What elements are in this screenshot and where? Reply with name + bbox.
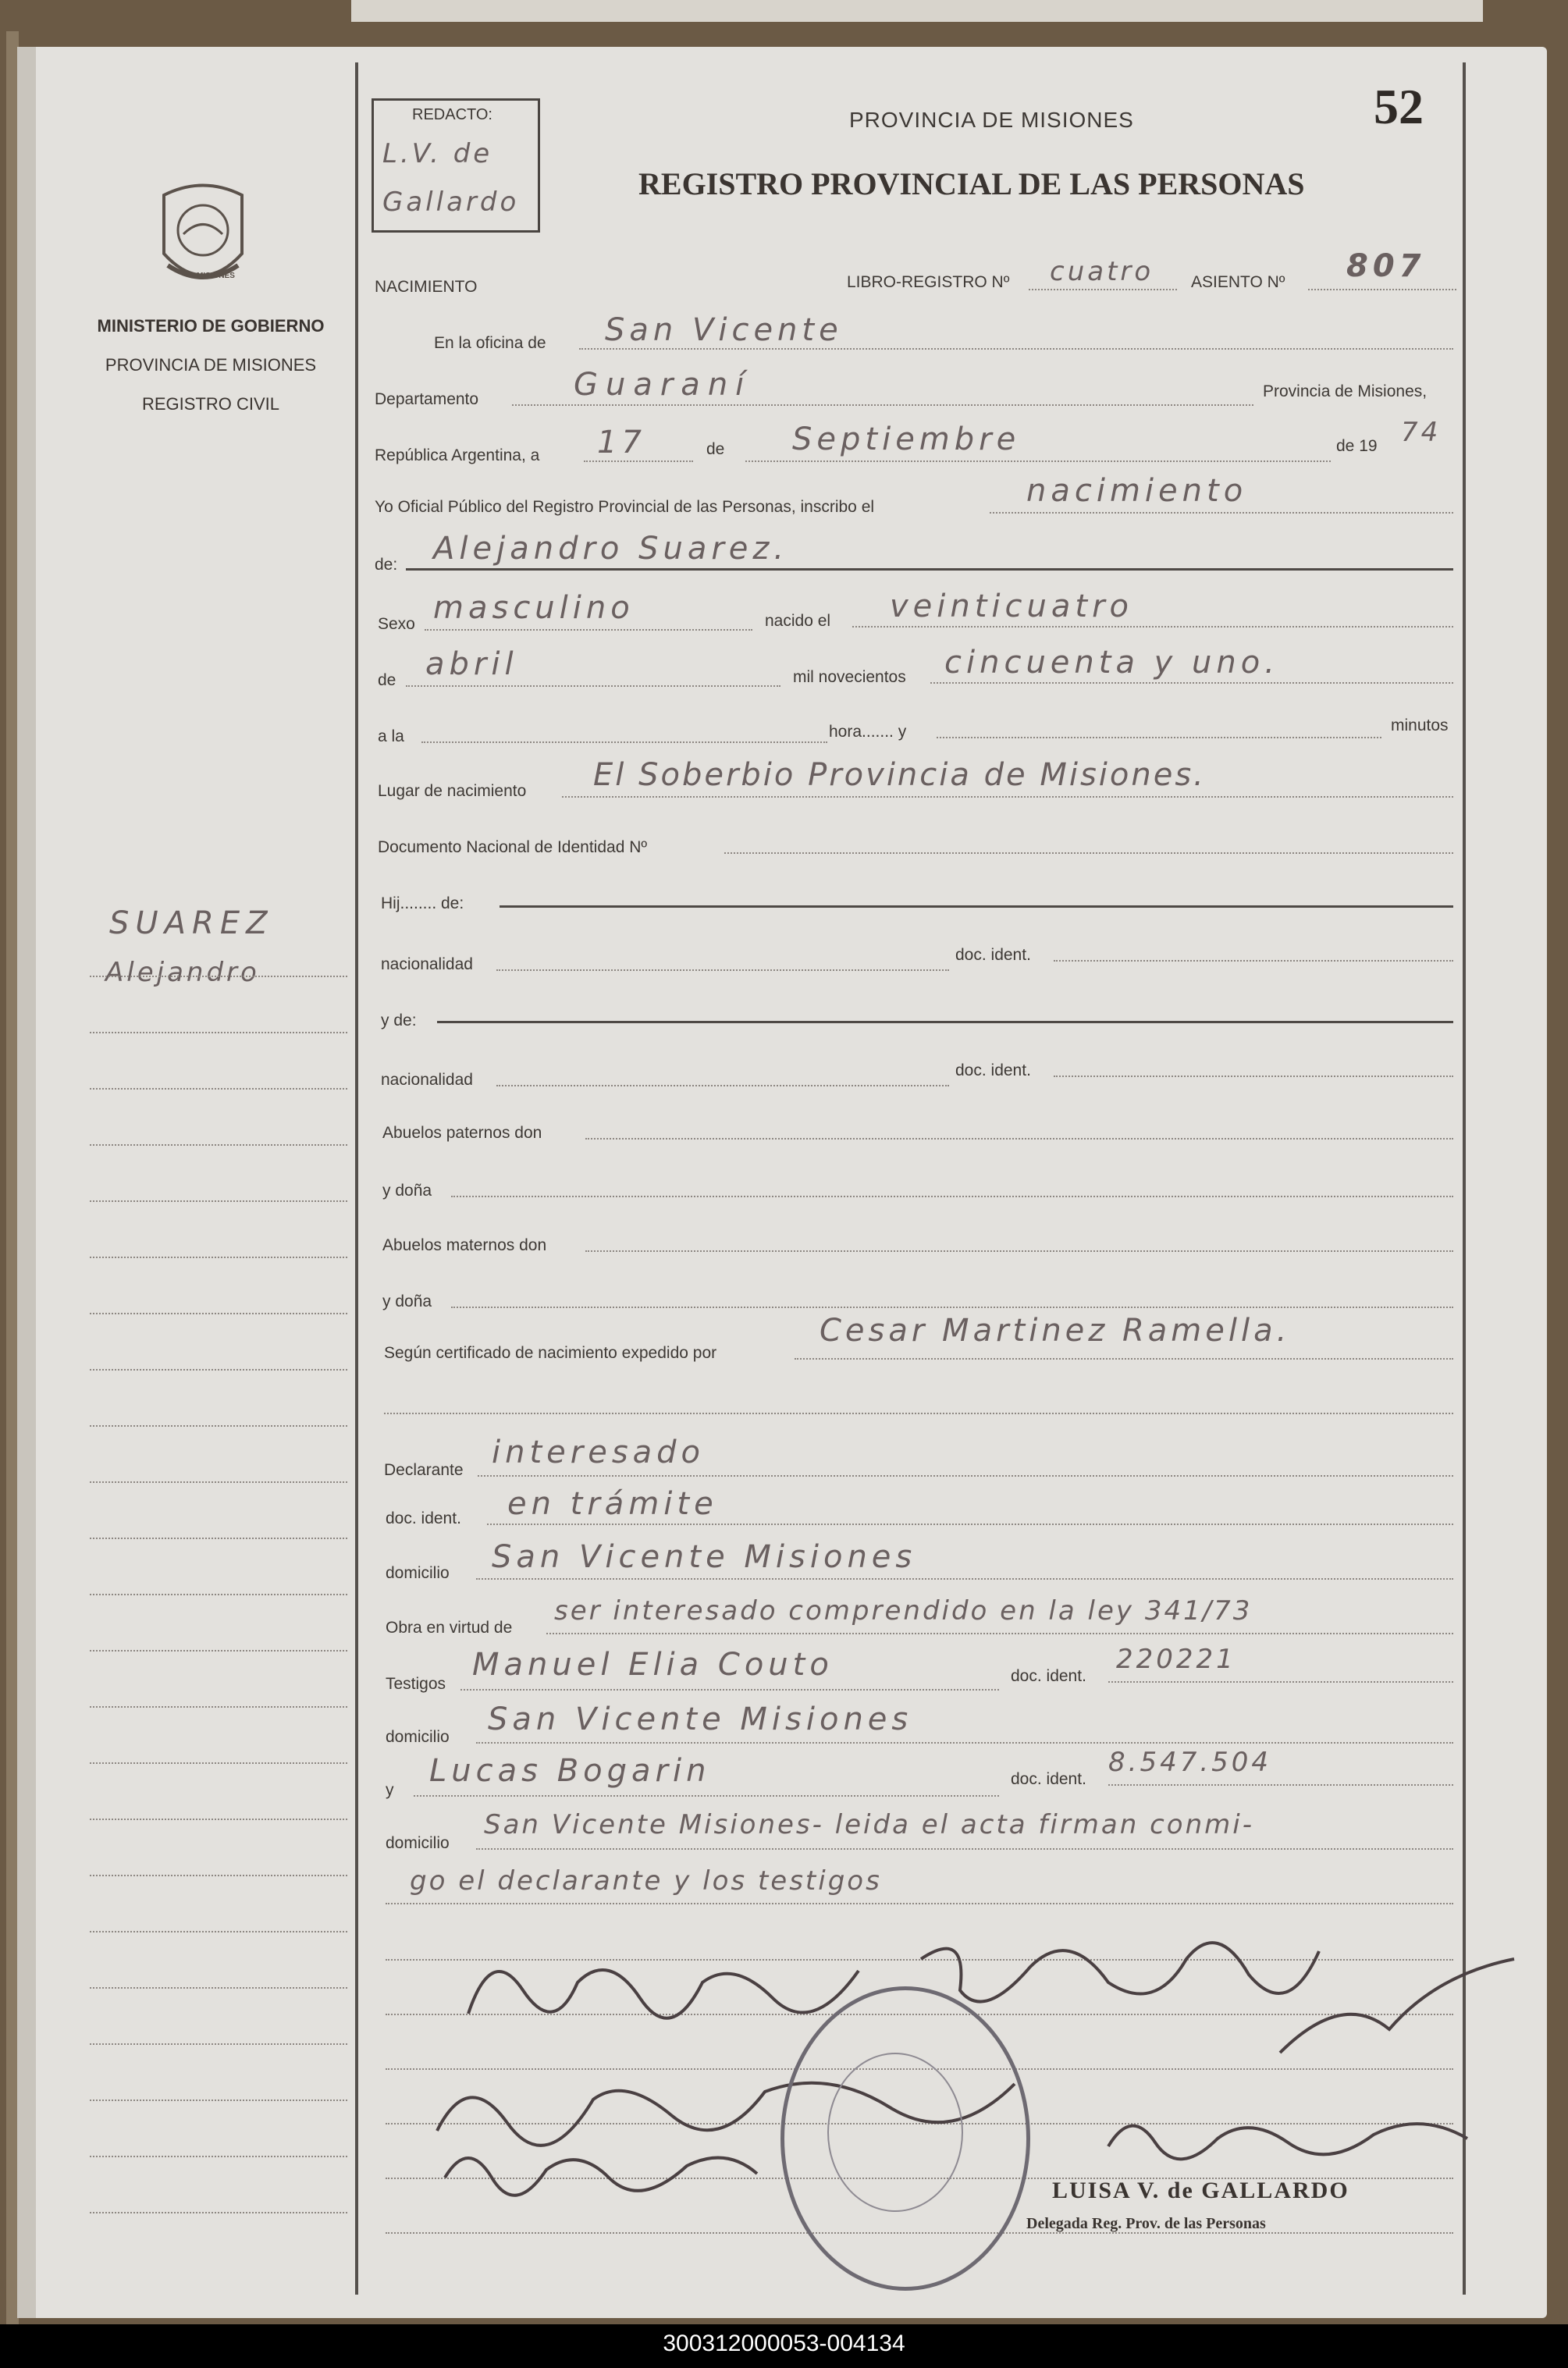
doc-ident2-line bbox=[1054, 1076, 1453, 1077]
docident-value: en trámite bbox=[507, 1486, 718, 1522]
testigo2-doc-label: doc. ident. bbox=[1011, 1770, 1086, 1788]
margin-rule bbox=[90, 1313, 347, 1314]
sexo-line bbox=[425, 629, 752, 631]
domicilio-value: San Vicente Misiones bbox=[492, 1539, 917, 1575]
departamento-value: Guaraní bbox=[574, 367, 752, 403]
margin-rule bbox=[90, 1931, 347, 1932]
margin-rule bbox=[90, 1706, 347, 1708]
nombre-value: Alejandro Suarez. bbox=[433, 531, 789, 567]
redacto-value: L.V. de Gallardo bbox=[382, 138, 520, 218]
officer-signature-scribble bbox=[1093, 2100, 1483, 2170]
minutos-line bbox=[937, 737, 1381, 738]
margin-rule bbox=[90, 2156, 347, 2157]
republica-label: República Argentina, a bbox=[375, 446, 540, 464]
oficial-label: Yo Oficial Público del Registro Provincial de las Personas, inscribo el bbox=[375, 498, 875, 516]
anio-nac-line bbox=[930, 682, 1453, 684]
mes-value: Septiembre bbox=[792, 421, 1021, 457]
domicilio-label: domicilio bbox=[386, 1564, 450, 1582]
y-label: y bbox=[386, 1781, 394, 1799]
madre-line bbox=[437, 1021, 1453, 1023]
departamento-line bbox=[512, 404, 1253, 406]
header-title: REGISTRO PROVINCIAL DE LAS PERSONAS bbox=[638, 166, 1305, 201]
nacionalidad-line bbox=[496, 969, 949, 971]
declarante-line bbox=[478, 1475, 1453, 1477]
officer-name: LUISA V. de GALLARDO bbox=[1052, 2178, 1349, 2203]
anio-value: 74 bbox=[1401, 417, 1442, 448]
margin-rule bbox=[90, 1650, 347, 1652]
margin-rule bbox=[90, 1762, 347, 1764]
page-number: 52 bbox=[1374, 79, 1424, 134]
official-stamp-inner bbox=[827, 2053, 963, 2212]
dia-value: 17 bbox=[597, 425, 646, 460]
oficina-value: San Vicente bbox=[605, 312, 843, 348]
hij-label: Hij........ de: bbox=[381, 894, 464, 912]
page-gutter bbox=[17, 47, 36, 2318]
cierre-value: go el declarante y los testigos bbox=[410, 1865, 882, 1897]
testigo1-doc-label: doc. ident. bbox=[1011, 1667, 1086, 1685]
testigo2-doc-line bbox=[1108, 1784, 1453, 1786]
abuelos-paternos-line bbox=[585, 1138, 1453, 1140]
libro-value: cuatro bbox=[1050, 256, 1154, 287]
testigo1-value: Manuel Elia Couto bbox=[472, 1647, 834, 1683]
margin-rule bbox=[90, 1538, 347, 1539]
document-id: 300312000053-004134 bbox=[663, 2331, 905, 2356]
margin-rule bbox=[90, 1032, 347, 1033]
margin-surname: SUAREZ bbox=[109, 905, 274, 941]
testigo2-line bbox=[414, 1795, 999, 1797]
margin-rule bbox=[90, 2212, 347, 2213]
docident-line bbox=[487, 1524, 1453, 1525]
ala-line bbox=[421, 741, 827, 743]
yde-label: y de: bbox=[381, 1012, 417, 1029]
obra-value: ser interesado comprendido en la ley 341/73 bbox=[554, 1595, 1253, 1627]
witness-signature-scribble bbox=[437, 2131, 765, 2201]
nacionalidad-label: nacionalidad bbox=[381, 955, 473, 973]
margin-rule bbox=[90, 1594, 347, 1595]
margin-rule bbox=[90, 1875, 347, 1876]
nacionalidad2-label: nacionalidad bbox=[381, 1071, 473, 1089]
redacto-label: REDACTO: bbox=[412, 106, 492, 123]
departamento-label: Departamento bbox=[375, 390, 479, 408]
nacimiento-label: NACIMIENTO bbox=[375, 278, 478, 296]
testigo1-doc: 220221 bbox=[1116, 1644, 1236, 1675]
testigo1-doc-line bbox=[1108, 1681, 1453, 1683]
asiento-label: ASIENTO Nº bbox=[1191, 273, 1285, 291]
lugar-line bbox=[562, 796, 1453, 798]
sexo-label: Sexo bbox=[378, 615, 415, 633]
dni-line bbox=[724, 852, 1453, 854]
margin-rule bbox=[90, 2043, 347, 2045]
declarante-label: Declarante bbox=[384, 1461, 464, 1479]
margin-rule bbox=[90, 1987, 347, 1989]
domicilio-line bbox=[476, 1578, 1453, 1580]
header-province: PROVINCIA DE MISIONES bbox=[849, 108, 1134, 132]
seal-text: MISIONES bbox=[197, 272, 235, 280]
ministry-registry: REGISTRO CIVIL bbox=[141, 394, 280, 414]
obra-label: Obra en virtud de bbox=[386, 1619, 513, 1637]
certificado-line bbox=[795, 1358, 1453, 1360]
ydona-label: y doña bbox=[382, 1182, 432, 1200]
minutos-label: minutos bbox=[1391, 716, 1449, 734]
testigo2-value: Lucas Bogarin bbox=[429, 1753, 711, 1789]
libro-line bbox=[1029, 289, 1177, 290]
nacido-line bbox=[852, 626, 1453, 628]
hora-label: hora....... y bbox=[829, 723, 907, 741]
anio-label: de 19 bbox=[1336, 437, 1378, 455]
ydona2-label: y doña bbox=[382, 1292, 432, 1310]
ala-label: a la bbox=[378, 727, 404, 745]
de2-label: de: bbox=[375, 556, 398, 574]
libro-label: LIBRO-REGISTRO Nº bbox=[847, 273, 1010, 291]
margin-rule bbox=[90, 976, 347, 977]
doc-ident-line bbox=[1054, 960, 1453, 962]
dia-line bbox=[584, 460, 693, 462]
oficina-line bbox=[579, 348, 1453, 350]
officer-title: Delegada Reg. Prov. de las Personas bbox=[1026, 2215, 1266, 2232]
abuelos-maternos-line bbox=[585, 1250, 1453, 1252]
margin-rule bbox=[90, 1481, 347, 1483]
provincia-suffix: Provincia de Misiones, bbox=[1263, 382, 1428, 400]
mes-line bbox=[745, 460, 1331, 462]
testigos-label: Testigos bbox=[386, 1675, 446, 1693]
sexo-value: masculino bbox=[433, 590, 635, 626]
testigo1-line bbox=[460, 1689, 999, 1691]
asiento-line bbox=[1308, 289, 1456, 290]
abuelos-paternos-label: Abuelos paternos don bbox=[382, 1124, 542, 1142]
domicilio3-value: San Vicente Misiones- leida el acta firman conmi- bbox=[484, 1809, 1254, 1840]
lugar-value: El Soberbio Provincia de Misiones. bbox=[593, 757, 1206, 793]
obra-line bbox=[546, 1633, 1453, 1634]
nacionalidad2-line bbox=[496, 1085, 949, 1086]
domicilio2-line bbox=[476, 1742, 1453, 1744]
de-label: de bbox=[706, 440, 725, 458]
dni-label: Documento Nacional de Identidad Nº bbox=[378, 838, 648, 856]
margin-rule bbox=[90, 1819, 347, 1820]
oficial-value: nacimiento bbox=[1026, 473, 1248, 509]
testigo2-doc: 8.547.504 bbox=[1108, 1747, 1272, 1778]
oficial-line bbox=[990, 512, 1453, 514]
domicilio2-value: San Vicente Misiones bbox=[488, 1701, 913, 1737]
ministry-province: PROVINCIA DE MISIONES bbox=[105, 355, 317, 375]
padre-line bbox=[500, 905, 1453, 908]
mes-nac-value: abril bbox=[425, 646, 518, 682]
ydona2-line bbox=[451, 1307, 1453, 1308]
margin-rule bbox=[90, 1369, 347, 1371]
oficina-label: En la oficina de bbox=[434, 334, 546, 352]
mil-label: mil novecientos bbox=[793, 668, 906, 686]
margin-rule bbox=[90, 1425, 347, 1427]
doc-ident-label: doc. ident. bbox=[955, 946, 1031, 964]
certificado-line-2 bbox=[384, 1413, 1453, 1414]
margin-rule bbox=[90, 1088, 347, 1090]
margin-rule bbox=[90, 1257, 347, 1258]
margin-rule bbox=[90, 1144, 347, 1146]
ministry-name: MINISTERIO DE GOBIERNO bbox=[97, 316, 325, 336]
docident-label: doc. ident. bbox=[386, 1509, 461, 1527]
nacido-value: veinticuatro bbox=[890, 588, 1133, 624]
nacido-label: nacido el bbox=[765, 612, 831, 630]
certificado-label: Según certificado de nacimiento expedido por bbox=[384, 1344, 717, 1362]
ydona-line bbox=[451, 1196, 1453, 1197]
certificado-value: Cesar Martinez Ramella. bbox=[820, 1313, 1291, 1349]
margin-rule bbox=[90, 1200, 347, 1202]
margin-given-name: Alejandro bbox=[105, 957, 260, 988]
doc-ident2-label: doc. ident. bbox=[955, 1061, 1031, 1079]
abuelos-maternos-label: Abuelos maternos don bbox=[382, 1236, 547, 1254]
domicilio3-line bbox=[476, 1848, 1453, 1850]
de3-label: de bbox=[378, 671, 396, 689]
declarante-value: interesado bbox=[492, 1435, 706, 1470]
domicilio2-label: domicilio bbox=[386, 1728, 450, 1746]
lugar-label: Lugar de nacimiento bbox=[378, 782, 527, 800]
asiento-value: 807 bbox=[1346, 248, 1426, 284]
anio-nac-value: cincuenta y uno. bbox=[944, 645, 1279, 681]
mes-nac-line bbox=[406, 685, 780, 687]
previous-page-edge bbox=[351, 0, 1483, 22]
domicilio3-label: domicilio bbox=[386, 1834, 450, 1852]
nombre-line bbox=[406, 568, 1453, 571]
margin-rule bbox=[90, 2100, 347, 2101]
